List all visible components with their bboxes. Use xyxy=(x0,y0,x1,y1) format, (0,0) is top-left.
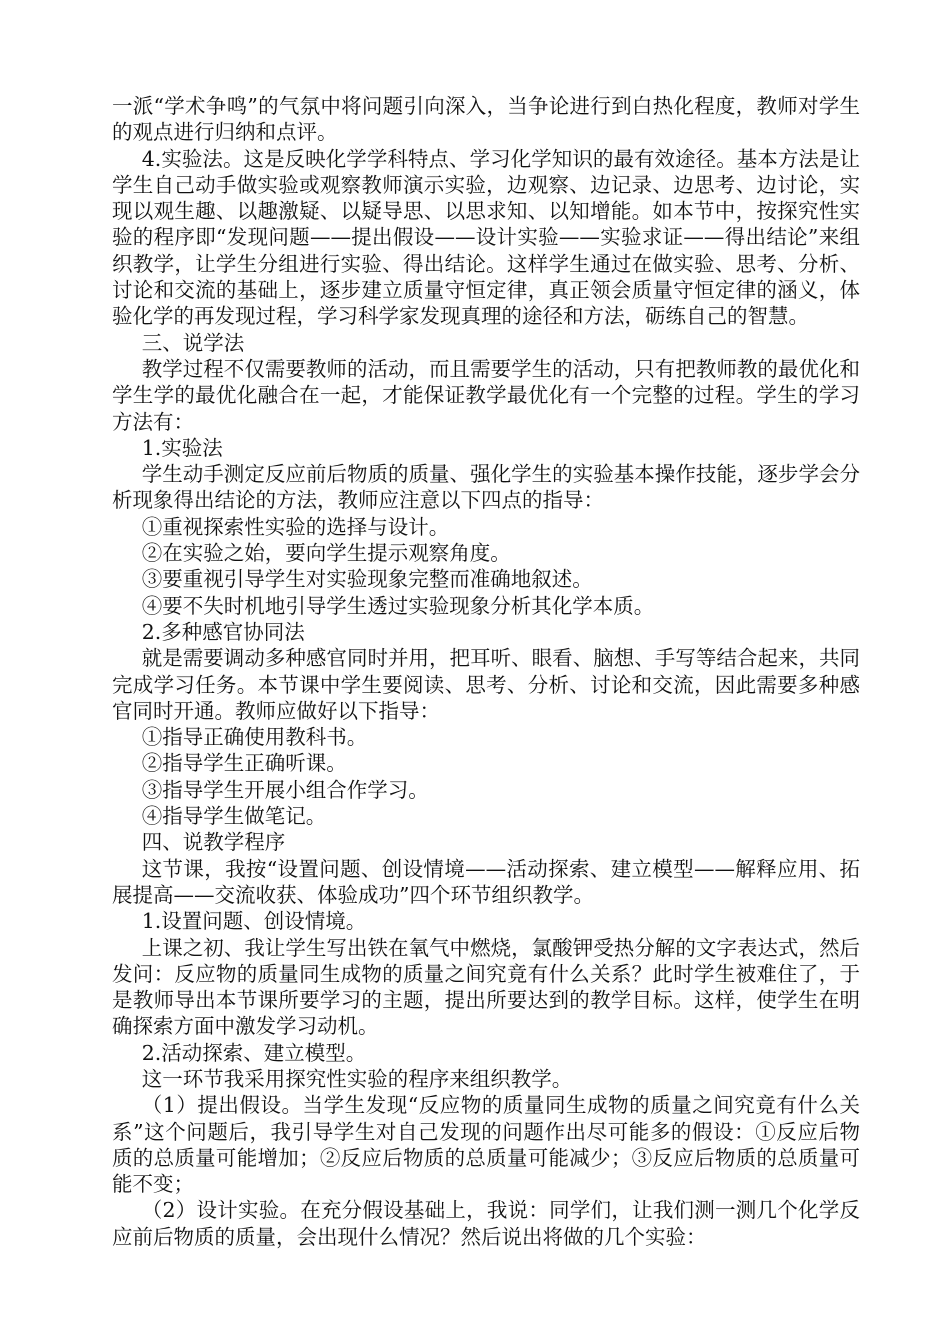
paragraph-design-experiment: （2）设计实验。在充分假设基础上，我说：同学们，让我们测一测几个化学反应前后物质的质量，会出现什么情况？然后说出将做的几个实验： xyxy=(112,1198,860,1249)
list-item: ④要不失时机地引导学生透过实验现象分析其化学本质。 xyxy=(141,593,655,618)
paragraph-set-problem: 上课之初、我让学生写出铁在氧气中燃烧，氯酸钾受热分解的文字表达式，然后发问：反应物的质量同生成物的质量之间究竟有什么关系？此时学生被难住了，于是教师导出本节课所要学习的主题，提出所要达到的教学目标。这样，使学生在明确探索方面中激发学习动机。 xyxy=(112,935,860,1039)
section-heading-learning-methods: 三、说学法 xyxy=(141,330,245,355)
paragraph-learning-intro: 教学过程不仅需要教师的活动，而且需要学生的活动，只有把教师教的最优化和学生学的最优化融合在一起，才能保证教学最优化有一个完整的过程。学生的学习方法有： xyxy=(112,356,860,434)
subheading-activity-explore: 2.活动探索、建立模型。 xyxy=(141,1040,367,1065)
section-heading-teaching-procedure: 四、说教学程序 xyxy=(141,830,286,855)
list-item: ①重视探索性实验的选择与设计。 xyxy=(141,514,450,539)
subheading-experiment: 1.实验法 xyxy=(141,435,223,460)
paragraph-procedure-intro: 这节课，我按“设置问题、创设情境——活动探索、建立模型——解释应用、拓展提高——交流收获、体验成功”四个环节组织教学。 xyxy=(112,856,860,907)
paragraph-multi-sense: 就是需要调动多种感官同时并用，把耳听、眼看、脑想、手写等结合起来，共同完成学习任务。本节课中学生要阅读、思考、分析、讨论和交流，因此需要多种感官同时开通。教师应做好以下指导： xyxy=(112,646,860,723)
subheading-multi-sense: 2.多种感官协同法 xyxy=(141,619,305,644)
paragraph-activity-intro: 这一环节我采用探究性实验的程序来组织教学。 xyxy=(141,1066,573,1091)
list-item: ③要重视引导学生对实验现象完整而准确地叙述。 xyxy=(141,567,593,592)
subheading-set-problem: 1.设置问题、创设情境。 xyxy=(141,909,367,934)
paragraph-experiment-guidance: 学生动手测定反应前后物质的质量、强化学生的实验基本操作技能，逐步学会分析现象得出结论的方法，教师应注意以下四点的指导： xyxy=(112,462,860,513)
paragraph-hypothesis: （1）提出假设。当学生发现“反应物的质量同生成物的质量之间究竟有什么关系”这个问题后，我引导学生对自己发现的问题作出尽可能多的假设：①反应后物质的总质量可能增加；②反应后物质的总质量可能减少；③反应后物质的总质量可能不变； xyxy=(112,1093,860,1197)
list-item: ②指导学生正确听课。 xyxy=(141,751,347,776)
list-item: ④指导学生做笔记。 xyxy=(141,804,327,829)
paragraph-experiment-method: 4.实验法。这是反映化学学科特点、学习化学知识的最有效途径。基本方法是让学生自己动手做实验或观察教师演示实验，边观察、边记录、边思考、边讨论，实现以观生趣、以趣激疑、以疑导思、以思求知、以知增能。如本节中，按探究性实验的程序即“发现问题——提出假设——设计实验——实验求证——得出结论”来组织教学，让学生分组进行实验、得出结论。这样学生通过在做实验、思考、分析、讨论和交流的基础上，逐步建立质量守恒定律，真正领会质量守恒定律的涵义，体验化学的再发现过程，学习科学家发现真理的途径和方法，砺练自己的智慧。 xyxy=(112,146,860,329)
paragraph-continuation: 一派“学术争鸣”的气氛中将问题引向深入，当争论进行到白热化程度，教师对学生的观点进行归纳和点评。 xyxy=(112,94,860,145)
list-item: ③指导学生开展小组合作学习。 xyxy=(141,777,429,802)
list-item: ①指导正确使用教科书。 xyxy=(141,725,368,750)
list-item: ②在实验之始，要向学生提示观察角度。 xyxy=(141,541,511,566)
